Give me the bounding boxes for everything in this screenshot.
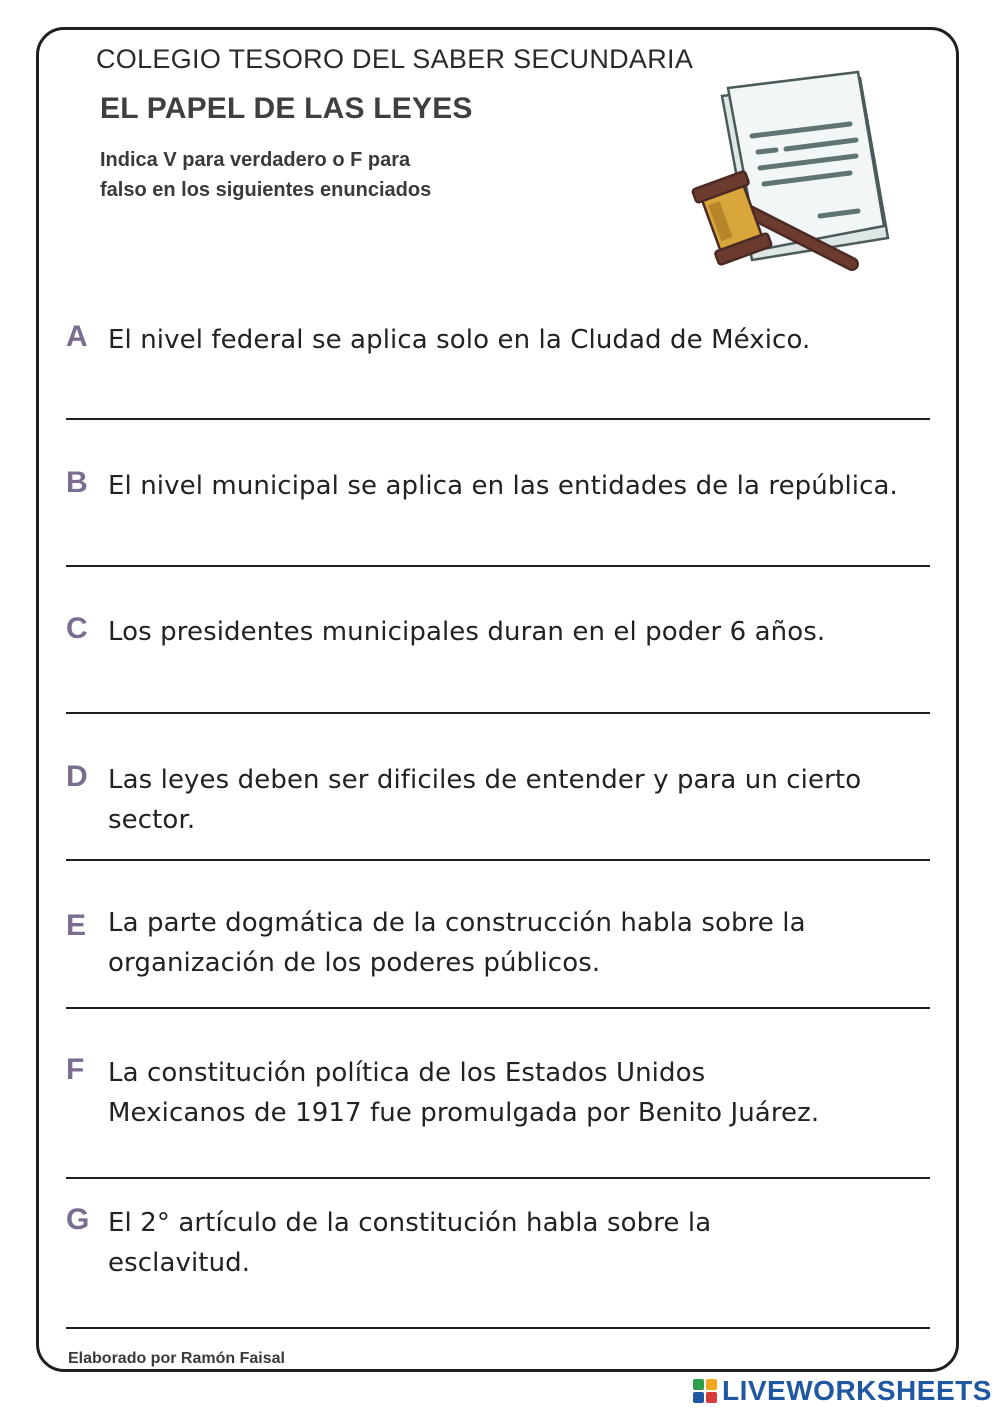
question-letter: A bbox=[66, 320, 88, 353]
question-text-line: La parte dogmática de la construcción habla sobre la bbox=[108, 908, 806, 938]
question-text bbox=[108, 760, 928, 840]
question-text bbox=[108, 1053, 928, 1133]
instructions-line-1: Indica V para verdadero o F para bbox=[100, 149, 411, 171]
question-text-line: El 2° artículo de la constitución habla sobre la bbox=[108, 1208, 712, 1238]
question-text-line: Los presidentes municipales duran en el poder 6 años. bbox=[108, 617, 826, 647]
question-text-line: El nivel federal se aplica solo en la Cludad de México. bbox=[108, 325, 811, 355]
answer-line-a[interactable] bbox=[66, 418, 930, 420]
question-letter: G bbox=[66, 1203, 90, 1236]
answer-line-g[interactable] bbox=[66, 1327, 930, 1329]
page-title: EL PAPEL DE LAS LEYES bbox=[100, 92, 473, 125]
answer-line-f[interactable] bbox=[66, 1177, 930, 1179]
question-letter: D bbox=[66, 760, 88, 793]
question-letter: B bbox=[66, 466, 88, 499]
instructions bbox=[100, 145, 520, 205]
answer-line-c[interactable] bbox=[66, 712, 930, 714]
question-letter: F bbox=[66, 1053, 85, 1086]
question-text-line: Mexicanos de 1917 fue promulgada por Benito Juárez. bbox=[108, 1098, 820, 1128]
question-text bbox=[108, 320, 928, 360]
question-letter: C bbox=[66, 612, 88, 645]
school-name: COLEGIO TESORO DEL SABER SECUNDARIA bbox=[96, 44, 694, 74]
question-text-line: Las leyes deben ser dificiles de entender y para un cierto sector. bbox=[108, 765, 862, 835]
question-text-line: La constitución política de los Estados Unidos bbox=[108, 1058, 706, 1088]
liveworksheets-logo-icon bbox=[692, 1378, 718, 1404]
liveworksheets-brand[interactable] bbox=[692, 1374, 992, 1408]
question-text bbox=[108, 903, 928, 983]
brand-name: LIVEWORKSHEETS bbox=[722, 1375, 992, 1406]
question-text-line: organización de los poderes públicos. bbox=[108, 948, 601, 978]
question-text-line: El nivel municipal se aplica en las entidades de la república. bbox=[108, 471, 898, 501]
question-text-line: esclavitud. bbox=[108, 1248, 251, 1278]
instructions-line-2: falso en los siguientes enunciados bbox=[100, 179, 432, 201]
answer-line-b[interactable] bbox=[66, 565, 930, 567]
answer-line-e[interactable] bbox=[66, 1007, 930, 1009]
question-letter: E bbox=[66, 909, 87, 942]
question-text bbox=[108, 612, 928, 652]
question-text bbox=[108, 466, 928, 506]
author-credit: Elaborado por Ramón Faisal bbox=[68, 1350, 285, 1367]
gavel-and-document-icon bbox=[680, 68, 900, 283]
answer-line-d[interactable] bbox=[66, 859, 930, 861]
question-text bbox=[108, 1203, 928, 1283]
